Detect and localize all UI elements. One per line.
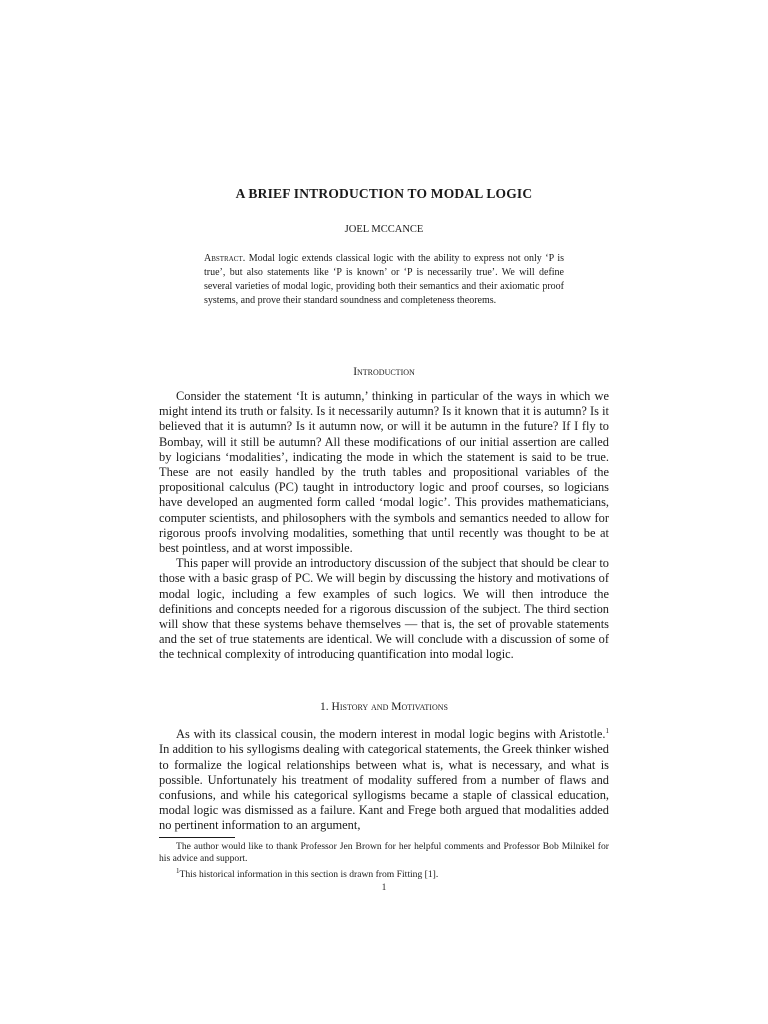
footnote-1-mark: 1 xyxy=(176,867,180,875)
footnote-1-text: This historical information in this section is drawn from Fitting [1]. xyxy=(179,869,439,881)
footnote-thanks: The author would like to thank Professor Jen Brown for her helpful comments and Professor Bob Milnikel for his advice and support. xyxy=(159,841,609,864)
abstract xyxy=(204,252,564,308)
section-1-heading: 1. History and Motivations xyxy=(320,701,448,713)
paper-author: JOEL MCCANCE xyxy=(344,224,424,235)
introduction-heading: Introduction xyxy=(353,366,415,378)
footnote-ref-1[interactable]: 1 xyxy=(605,727,609,735)
intro-paragraph-2: This paper will provide an introductory discussion of the subject that should be clear to those with a basic grasp of PC. We will begin by discussing the history and motivations of modal logic, including a few examples of such logics. We will then introduce the definitions and concepts needed for a rigorous discussion of the subject. The third section will show that these systems behave themselves — that is, the set of provable statements and the set of true statements are identical. We will conclude with a discussion of some of the technical complexity of introducing quantification into modal logic. xyxy=(159,556,609,662)
footnote-rule xyxy=(159,837,235,838)
section-1-text-start: As with its classical cousin, the modern interest in modal logic begins with Aristotle. xyxy=(176,727,606,742)
section-1-body xyxy=(159,724,609,834)
footnotes xyxy=(159,841,609,881)
footnote-1 xyxy=(159,865,609,881)
paper-title: A BRIEF INTRODUCTION TO MODAL LOGIC xyxy=(235,186,533,201)
introduction-body xyxy=(159,389,609,663)
page-number: 1 xyxy=(381,882,387,892)
intro-paragraph-1: Consider the statement ‘It is autumn,’ thinking in particular of the ways in which we might intend its truth or falsity. Is it necessarily autumn? Is it known that it is autumn? Is it believed that it is autumn? Is it autumn now, or will it be autumn in the future? If I fly to Bombay, will it still be autumn? All these modifications of our initial assertion are called by logicians ‘modalities’, indicating the mode in which the statement is said to be true. These are not easily handled by the truth tables and propositional variables of the propositional calculus (PC) taught in introductory logic and proof courses, so logicians have developed an augmented form called ‘modal logic’. This provides mathematicians, computer scientists, and philosophers with the symbols and semantics needed to allow for rigorous proofs involving modalities, something that until recently was thought to be at best pointless, and at worst impossible. xyxy=(159,389,609,556)
section-1-paragraph xyxy=(159,724,609,834)
section-1-text-rest: In addition to his syllogisms dealing with categorical statements, the Greek thinker wished to formalize the logical relationships between what is, what is necessary, and what is possible. Unfortunately his treatment of modality suffered from a number of flaws and confusions, and while his categorical syllogisms became a staple of classical education, modal logic was dismissed as a failure. Kant and Frege both argued that modalities added no pertinent information to an argument, xyxy=(159,742,609,833)
abstract-label: Abstract. xyxy=(204,253,246,264)
abstract-text: Modal logic extends classical logic with the ability to express not only ‘P is true’, but also statements like ‘P is known’ or ‘P is necessarily true’. We will define several varieties of modal logic, providing both their semantics and their axiomatic proof systems, and prove their standard soundness and completeness theorems. xyxy=(204,253,564,306)
